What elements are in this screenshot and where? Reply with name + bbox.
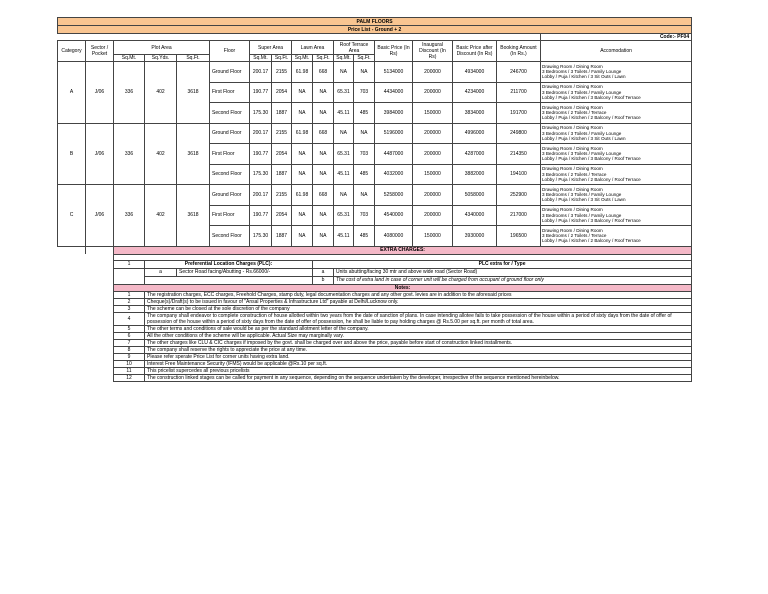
discount-cell: 200000	[413, 82, 453, 103]
header-super-sqmt: Sq.Mt.	[250, 55, 272, 62]
roof-sqmt-cell: NA	[334, 62, 354, 83]
sector-cell: J/06	[86, 62, 114, 124]
note-row	[58, 291, 692, 298]
lawn-sqmt-cell: 61.98	[292, 185, 313, 206]
roof-sqft-cell: 485	[354, 103, 375, 124]
lawn-sqft-cell: 668	[313, 62, 334, 83]
super-sqft-cell: 2155	[272, 62, 292, 83]
header-super-area: Super Area	[250, 41, 292, 55]
accomodation-cell	[541, 226, 692, 247]
roof-sqft-cell: NA	[354, 62, 375, 83]
after-discount-cell: 4996000	[453, 123, 497, 144]
basic-price-cell: 4434000	[375, 82, 413, 103]
super-sqft-cell: 1887	[272, 226, 292, 247]
floor-cell: Second Floor	[210, 226, 250, 247]
header-inaugural-discount: Inaugural Discount (In Rs)	[413, 41, 453, 62]
accomodation-line: Lobby / Puja / Kitchen / 2 Balcony / Roof Terrace	[542, 115, 641, 121]
roof-sqmt-cell: NA	[334, 185, 354, 206]
plc-b-right: b	[313, 276, 334, 284]
note-number: 2	[114, 298, 145, 305]
header-roof-sqft: Sq.Ft.	[354, 55, 375, 62]
note-number: 5	[114, 325, 145, 332]
note-text: The company shall endeavor to complete construction of house allotted within two years from the date of sanction of plans. In case intending allotee fails to take possession of the house within a period of sixty days from the date of offer of possession of the house within a period of sixty days from the date of offer of possession, he shall be liable to pay holding charges @ Rs.5.00 per sq.ft. per month of total area.	[145, 312, 692, 325]
note-text: The registration charges, ECC charges, Freehold Charges, stamp duty, legal documentation charges and any other govt. levies are in addition to the aforesaid prices	[145, 291, 692, 298]
table-row	[58, 123, 692, 144]
booking-amount-cell: 246700	[497, 62, 541, 83]
price-table	[57, 17, 692, 382]
category-cell: A	[58, 62, 86, 124]
note-number: 6	[114, 332, 145, 339]
lawn-sqft-cell: NA	[313, 226, 334, 247]
accomodation-line: Lobby / Puja / Kitchen / 3 Balcony / Roof Terrace	[542, 217, 641, 223]
floor-cell: First Floor	[210, 205, 250, 226]
note-text: The construction linked stages can be called for payment in any sequence, depending on the sequence undertaken by the developer, irrespective of the sequence mentioned hereinbelow.	[145, 374, 692, 381]
note-number: 10	[114, 360, 145, 367]
header-plot-area: Plot Area	[114, 41, 210, 55]
booking-amount-cell: 252900	[497, 185, 541, 206]
note-row	[58, 339, 692, 346]
accomodation-line: Drawing Room / Dining Room	[542, 63, 603, 69]
notes-list	[58, 291, 692, 381]
note-row	[58, 346, 692, 353]
note-text: Interest Free Maintenance Security (IFMS) would be applicable @Rs.10 per sq.ft.	[145, 360, 692, 367]
basic-price-cell: 5134000	[375, 62, 413, 83]
after-discount-cell: 3930000	[453, 226, 497, 247]
lawn-sqft-cell: NA	[313, 164, 334, 185]
note-number: 11	[114, 367, 145, 374]
header-lawn-sqft: Sq.Ft.	[313, 55, 334, 62]
accomodation-cell	[541, 164, 692, 185]
header-booking-amount: Booking Amount (In Rs.)	[497, 41, 541, 62]
super-sqmt-cell: 200.17	[250, 62, 272, 83]
after-discount-cell: 4287000	[453, 144, 497, 165]
accomodation-cell	[541, 62, 692, 83]
plot-sqmt-cell: 336	[114, 185, 145, 247]
super-sqmt-cell: 190.77	[250, 144, 272, 165]
note-row	[58, 312, 692, 325]
lawn-sqmt-cell: NA	[292, 103, 313, 124]
discount-cell: 200000	[413, 123, 453, 144]
roof-sqmt-cell: 65.31	[334, 205, 354, 226]
accomodation-line: Lobby / Puja / Kitchen / 2 Balcony / Roof Terrace	[542, 238, 641, 244]
after-discount-cell: 5058000	[453, 185, 497, 206]
header-lawn-area: Lawn Area	[292, 41, 334, 55]
plot-sqyds-cell: 402	[145, 123, 177, 185]
header-plot-sqmt: Sq.Mt.	[114, 55, 145, 62]
accomodation-line: 3 Bedrooms / 3 Toilets / Family Lounge	[542, 130, 622, 136]
roof-sqmt-cell: 65.31	[334, 82, 354, 103]
note-row	[58, 325, 692, 332]
plot-sqyds-cell: 402	[145, 185, 177, 247]
super-sqmt-cell: 175.30	[250, 103, 272, 124]
booking-amount-cell: 211700	[497, 82, 541, 103]
super-sqft-cell: 1887	[272, 164, 292, 185]
header-roof-terrace: Roof Terrace Area	[334, 41, 375, 55]
plc-extra-heading: PLC extra for / Type	[313, 260, 692, 268]
booking-amount-cell: 249800	[497, 123, 541, 144]
plot-sqmt-cell: 336	[114, 123, 145, 185]
plot-sqft-cell: 3618	[177, 185, 210, 247]
floor-cell: Ground Floor	[210, 123, 250, 144]
header-plot-sqyds: Sq.Yds.	[145, 55, 177, 62]
accomodation-cell	[541, 205, 692, 226]
header-accomodation: Accomodation	[541, 41, 692, 62]
price-rows	[58, 62, 692, 247]
super-sqmt-cell: 190.77	[250, 82, 272, 103]
roof-sqft-cell: NA	[354, 185, 375, 206]
note-number: 8	[114, 346, 145, 353]
discount-cell: 150000	[413, 226, 453, 247]
super-sqft-cell: 2155	[272, 123, 292, 144]
header-basic-after-discount: Basic Price after Discount (In Rs)	[453, 41, 497, 62]
accomodation-line: Lobby / Puja / Kitchen / 3 Sit Outs / Lawn	[542, 197, 626, 203]
after-discount-cell: 3882000	[453, 164, 497, 185]
roof-sqmt-cell: 65.31	[334, 144, 354, 165]
accomodation-line: Lobby / Puja / Kitchen / 3 Sit Outs / Lawn	[542, 74, 626, 80]
super-sqft-cell: 2054	[272, 205, 292, 226]
header-sector: Sector / Pocket	[86, 41, 114, 62]
booking-amount-cell: 217000	[497, 205, 541, 226]
note-text: This pricelist supercedes all previous pricelists	[145, 367, 692, 374]
accomodation-line: Drawing Room / Dining Room	[542, 84, 603, 90]
accomodation-line: Lobby / Puja / Kitchen / 3 Balcony / Roof Terrace	[542, 156, 641, 162]
plc-a-right: a	[313, 268, 334, 276]
note-number: 12	[114, 374, 145, 381]
discount-cell: 150000	[413, 164, 453, 185]
roof-sqft-cell: 485	[354, 226, 375, 247]
accomodation-line: Drawing Room / Dining Room	[542, 207, 603, 213]
note-text: The scheme can be closed at the sole discretion of the company	[145, 305, 692, 312]
table-row	[58, 185, 692, 206]
sector-cell: J/06	[86, 185, 114, 247]
note-text: The company shall reserve the rights to appreciate the price at any time.	[145, 346, 692, 353]
lawn-sqft-cell: NA	[313, 103, 334, 124]
super-sqmt-cell: 190.77	[250, 205, 272, 226]
accomodation-line: Drawing Room / Dining Room	[542, 104, 603, 110]
note-number: 7	[114, 339, 145, 346]
after-discount-cell: 3834000	[453, 103, 497, 124]
extra-num: 1	[114, 260, 145, 268]
accomodation-line: 3 Bedrooms / 2 Toilets / Terrace	[542, 171, 607, 177]
accomodation-line: 3 Bedrooms / 2 Toilets / Terrace	[542, 110, 607, 116]
notes-heading: Notes:	[114, 284, 692, 291]
sector-cell: J/06	[86, 123, 114, 185]
accomodation-cell	[541, 185, 692, 206]
extra-charges-heading: EXTRA CHARGES:	[114, 246, 692, 254]
lawn-sqft-cell: NA	[313, 82, 334, 103]
discount-cell: 200000	[413, 144, 453, 165]
accomodation-line: Lobby / Puja / Kitchen / 3 Sit Outs / Lawn	[542, 135, 626, 141]
note-text: The other charges like CLU & CIC charges if imposed by the govt. shall be charged over and above the price, payable before start of construction linked installments.	[145, 339, 692, 346]
lawn-sqft-cell: NA	[313, 205, 334, 226]
booking-amount-cell: 214350	[497, 144, 541, 165]
basic-price-cell: 4540000	[375, 205, 413, 226]
lawn-sqmt-cell: NA	[292, 82, 313, 103]
super-sqft-cell: 2054	[272, 82, 292, 103]
roof-sqft-cell: 485	[354, 164, 375, 185]
after-discount-cell: 4234000	[453, 82, 497, 103]
roof-sqmt-cell: NA	[334, 123, 354, 144]
plot-sqft-cell: 3618	[177, 62, 210, 124]
note-text: Please refer sperate Price List for corner units having extra land.	[145, 353, 692, 360]
floor-cell: Second Floor	[210, 103, 250, 124]
roof-sqmt-cell: 45.11	[334, 103, 354, 124]
note-number: 1	[114, 291, 145, 298]
plot-sqyds-cell: 402	[145, 62, 177, 124]
lawn-sqmt-cell: 61.98	[292, 123, 313, 144]
note-row	[58, 360, 692, 367]
booking-amount-cell: 191700	[497, 103, 541, 124]
plc-a-left: a	[145, 268, 177, 276]
accomodation-line: Drawing Room / Dining Room	[542, 186, 603, 192]
basic-price-cell: 4080000	[375, 226, 413, 247]
roof-sqft-cell: 703	[354, 144, 375, 165]
plc-b-right-text: The cost of extra land in case of corner unit will be charged from occupant of ground floor only	[334, 276, 692, 284]
accomodation-line: 3 Bedrooms / 2 Toilets / Terrace	[542, 233, 607, 239]
lawn-sqmt-cell: NA	[292, 164, 313, 185]
floor-cell: Second Floor	[210, 164, 250, 185]
after-discount-cell: 4340000	[453, 205, 497, 226]
category-cell: B	[58, 123, 86, 185]
header-floor: Floor	[210, 41, 250, 62]
table-row	[58, 62, 692, 83]
basic-price-cell: 5258000	[375, 185, 413, 206]
accomodation-line: 3 Bedrooms / 3 Toilets / Family Lounge	[542, 69, 622, 75]
price-list-sheet	[57, 17, 691, 382]
accomodation-cell	[541, 144, 692, 165]
super-sqft-cell: 2155	[272, 185, 292, 206]
sheet-title: PALM FLOORS	[58, 18, 692, 26]
booking-amount-cell: 194100	[497, 164, 541, 185]
lawn-sqft-cell: 668	[313, 185, 334, 206]
header-basic-price: Basic Price (In Rs)	[375, 41, 413, 62]
roof-sqft-cell: NA	[354, 123, 375, 144]
discount-cell: 200000	[413, 185, 453, 206]
note-text: The other terms and conditions of sale would be as per the standard allotment letter of the company.	[145, 325, 692, 332]
note-text: Cheque(s)/Draft(s) to be issued in favour of "Ansal Properties & Infrastructure Ltd" payable at Delhi/Lucknow only.	[145, 298, 692, 305]
discount-cell: 200000	[413, 205, 453, 226]
lawn-sqmt-cell: NA	[292, 226, 313, 247]
accomodation-cell	[541, 82, 692, 103]
accomodation-line: 3 Bedrooms / 3 Toilets / Family Lounge	[542, 192, 622, 198]
accomodation-line: Lobby / Puja / Kitchen / 2 Balcony / Roof Terrace	[542, 176, 641, 182]
note-row	[58, 367, 692, 374]
note-row	[58, 353, 692, 360]
roof-sqmt-cell: 45.11	[334, 226, 354, 247]
discount-cell: 150000	[413, 103, 453, 124]
accomodation-line: Lobby / Puja / Kitchen / 3 Balcony / Roof Terrace	[542, 94, 641, 100]
category-cell: C	[58, 185, 86, 247]
super-sqmt-cell: 200.17	[250, 185, 272, 206]
booking-amount-cell: 196500	[497, 226, 541, 247]
accomodation-line: 3 Bedrooms / 3 Toilets / Family Lounge	[542, 89, 622, 95]
lawn-sqmt-cell: 61.98	[292, 62, 313, 83]
header-super-sqft: Sq.Ft.	[272, 55, 292, 62]
super-sqft-cell: 1887	[272, 103, 292, 124]
floor-cell: Ground Floor	[210, 62, 250, 83]
header-roof-sqmt: Sq.Mt.	[334, 55, 354, 62]
floor-cell: Ground Floor	[210, 185, 250, 206]
lawn-sqft-cell: 668	[313, 123, 334, 144]
roof-sqmt-cell: 45.11	[334, 164, 354, 185]
basic-price-cell: 5196000	[375, 123, 413, 144]
floor-cell: First Floor	[210, 144, 250, 165]
header-lawn-sqmt: Sq.Mt.	[292, 55, 313, 62]
note-number: 4	[114, 312, 145, 325]
super-sqmt-cell: 175.30	[250, 226, 272, 247]
note-number: 3	[114, 305, 145, 312]
accomodation-line: 3 Bedrooms / 3 Toilets / Family Lounge	[542, 212, 622, 218]
note-row	[58, 374, 692, 381]
super-sqmt-cell: 175.30	[250, 164, 272, 185]
basic-price-cell: 3984000	[375, 103, 413, 124]
note-row	[58, 332, 692, 339]
accomodation-line: Drawing Room / Dining Room	[542, 166, 603, 172]
header-plot-sqft: Sq.Ft.	[177, 55, 210, 62]
basic-price-cell: 4487000	[375, 144, 413, 165]
super-sqmt-cell: 200.17	[250, 123, 272, 144]
plot-sqft-cell: 3618	[177, 123, 210, 185]
plc-a-left-text: Sector Road facing/Abutting - Rs.66000/-	[177, 268, 313, 276]
accomodation-line: Drawing Room / Dining Room	[542, 227, 603, 233]
accomodation-line: 3 Bedrooms / 3 Toilets / Family Lounge	[542, 151, 622, 157]
accomodation-cell	[541, 123, 692, 144]
plot-sqmt-cell: 336	[114, 62, 145, 124]
plc-a-right-text: Units abutting/facing 30 mtr and above wide road (Sector Road)	[334, 268, 692, 276]
lawn-sqmt-cell: NA	[292, 205, 313, 226]
accomodation-line: Drawing Room / Dining Room	[542, 125, 603, 131]
header-category: Category	[58, 41, 86, 62]
discount-cell: 200000	[413, 62, 453, 83]
note-row	[58, 305, 692, 312]
roof-sqft-cell: 703	[354, 205, 375, 226]
lawn-sqft-cell: NA	[313, 144, 334, 165]
note-number: 9	[114, 353, 145, 360]
lawn-sqmt-cell: NA	[292, 144, 313, 165]
plc-heading: Preferential Location Charges (PLC):	[145, 260, 313, 268]
after-discount-cell: 4934000	[453, 62, 497, 83]
accomodation-cell	[541, 103, 692, 124]
note-text: All the other conditions of the scheme will be applicable. Actual Size may marginally vary.	[145, 332, 692, 339]
basic-price-cell: 4032000	[375, 164, 413, 185]
roof-sqft-cell: 703	[354, 82, 375, 103]
floor-cell: First Floor	[210, 82, 250, 103]
note-row	[58, 298, 692, 305]
sheet-subtitle: Price List - Ground + 2	[58, 26, 692, 34]
accomodation-line: Drawing Room / Dining Room	[542, 145, 603, 151]
code-label: Code:- PF04	[541, 34, 692, 41]
super-sqft-cell: 2054	[272, 144, 292, 165]
